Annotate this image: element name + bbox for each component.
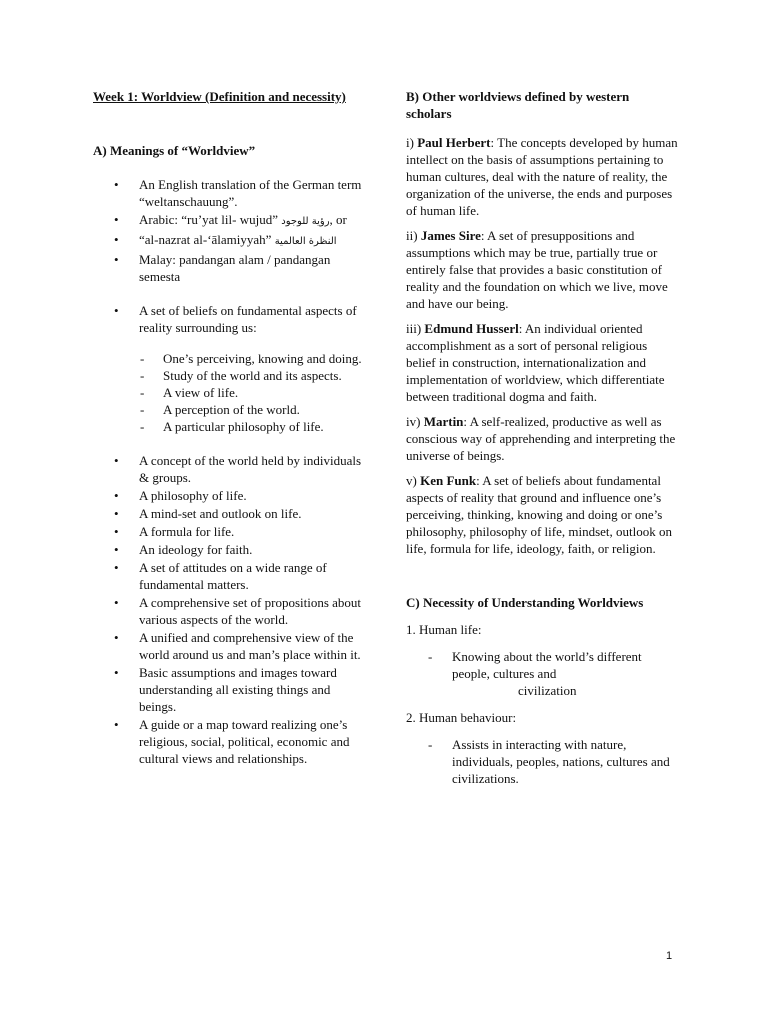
meanings-list (93, 176, 363, 285)
list-item: • “al-nazrat al-‘ālamiyyah” النظرة العالمية (93, 231, 363, 250)
item-human-life: 1. Human life: (406, 622, 482, 637)
page-title: Week 1: Worldview (Definition and necessity) (93, 89, 346, 104)
arabic-text: النظرة العالمية (274, 236, 337, 247)
beliefs-list (93, 302, 363, 336)
section-a-heading: A) Meanings of “Worldview” (93, 143, 256, 158)
section-c-heading: C) Necessity of Understanding Worldviews (406, 595, 644, 610)
list-item: • A mind-set and outlook on life. (93, 505, 363, 522)
list-item: • A unified and comprehensive view of the world around us and man’s place within it. (93, 629, 363, 663)
definition-ken-funk: v) Ken Funk: A set of beliefs about fundamental aspects of reality that ground and influence one’s perceiving, thinking, knowing and doing or one’s philosophy, philosophy of life, mindset, outlook on life, formula for life, ideology, faith, or religion. (406, 473, 673, 556)
list-item: • An ideology for faith. (93, 541, 363, 558)
list-item: - Knowing about the world’s different people, cultures and civilization (406, 648, 678, 699)
list-item: • Arabic: “ru’yat lil- wujud” رؤية للوجود, or (93, 211, 363, 230)
list-item: - Study of the world and its aspects. (117, 367, 363, 384)
list-item: • A comprehensive set of propositions about various aspects of the world. (93, 594, 363, 628)
list-item: - Assists in interacting with nature, individuals, peoples, nations, cultures and civilizations. (406, 736, 678, 787)
right-column (406, 88, 678, 797)
page-number: 1 (666, 950, 673, 962)
beliefs-sublist (93, 350, 363, 435)
arabic-text: رؤية للوجود (281, 216, 330, 227)
list-item: - A particular philosophy of life. (117, 418, 363, 435)
definition-james-sire: ii) James Sire: A set of presuppositions and assumptions which may be true, partially true or entirely false that provides a basic constitution of reality and the foundation on which we live, move and have our being. (406, 228, 668, 311)
list-item: • Basic assumptions and images toward understanding all existing things and beings. (93, 664, 363, 715)
definition-paul-herbert: i) Paul Herbert: The concepts developed by human intellect on the basis of assumptions pertaining to human cultures, deal with the nature of reality, the organization of the universe, the ends and purposes of human life. (406, 135, 678, 218)
list-item: • A set of attitudes on a wide range of fundamental matters. (93, 559, 363, 593)
list-item: • A concept of the world held by individuals & groups. (93, 452, 363, 486)
human-behaviour-sublist (406, 736, 678, 787)
list-item: • Malay: pandangan alam / pandangan semesta (93, 251, 363, 285)
list-item: - A perception of the world. (117, 401, 363, 418)
list-item: • A formula for life. (93, 523, 363, 540)
definition-martin: iv) Martin: A self-realized, productive as well as conscious way of apprehending and interpreting the universe of beings. (406, 414, 676, 463)
list-item: - One’s perceiving, knowing and doing. (117, 350, 363, 367)
human-life-sublist (406, 648, 678, 699)
list-item: • A philosophy of life. (93, 487, 363, 504)
left-column (93, 88, 363, 768)
list-item: • An English translation of the German term “weltanschauung”. (93, 176, 363, 210)
list-item: • A set of beliefs on fundamental aspects of reality surrounding us: (93, 302, 363, 336)
definition-edmund-husserl: iii) Edmund Husserl: An individual oriented accomplishment as a sort of personal religious belief in construction, internationalization and implementation of worldview, which differentiate between traditional dogma and faith. (406, 321, 665, 404)
item-human-behaviour: 2. Human behaviour: (406, 710, 517, 725)
list-item: - A view of life. (117, 384, 363, 401)
concepts-list (93, 452, 363, 767)
list-item: • A guide or a map toward realizing one’s religious, social, political, economic and cultural views and relationships. (93, 716, 363, 767)
section-b-heading: B) Other worldviews defined by western scholars (406, 89, 630, 121)
